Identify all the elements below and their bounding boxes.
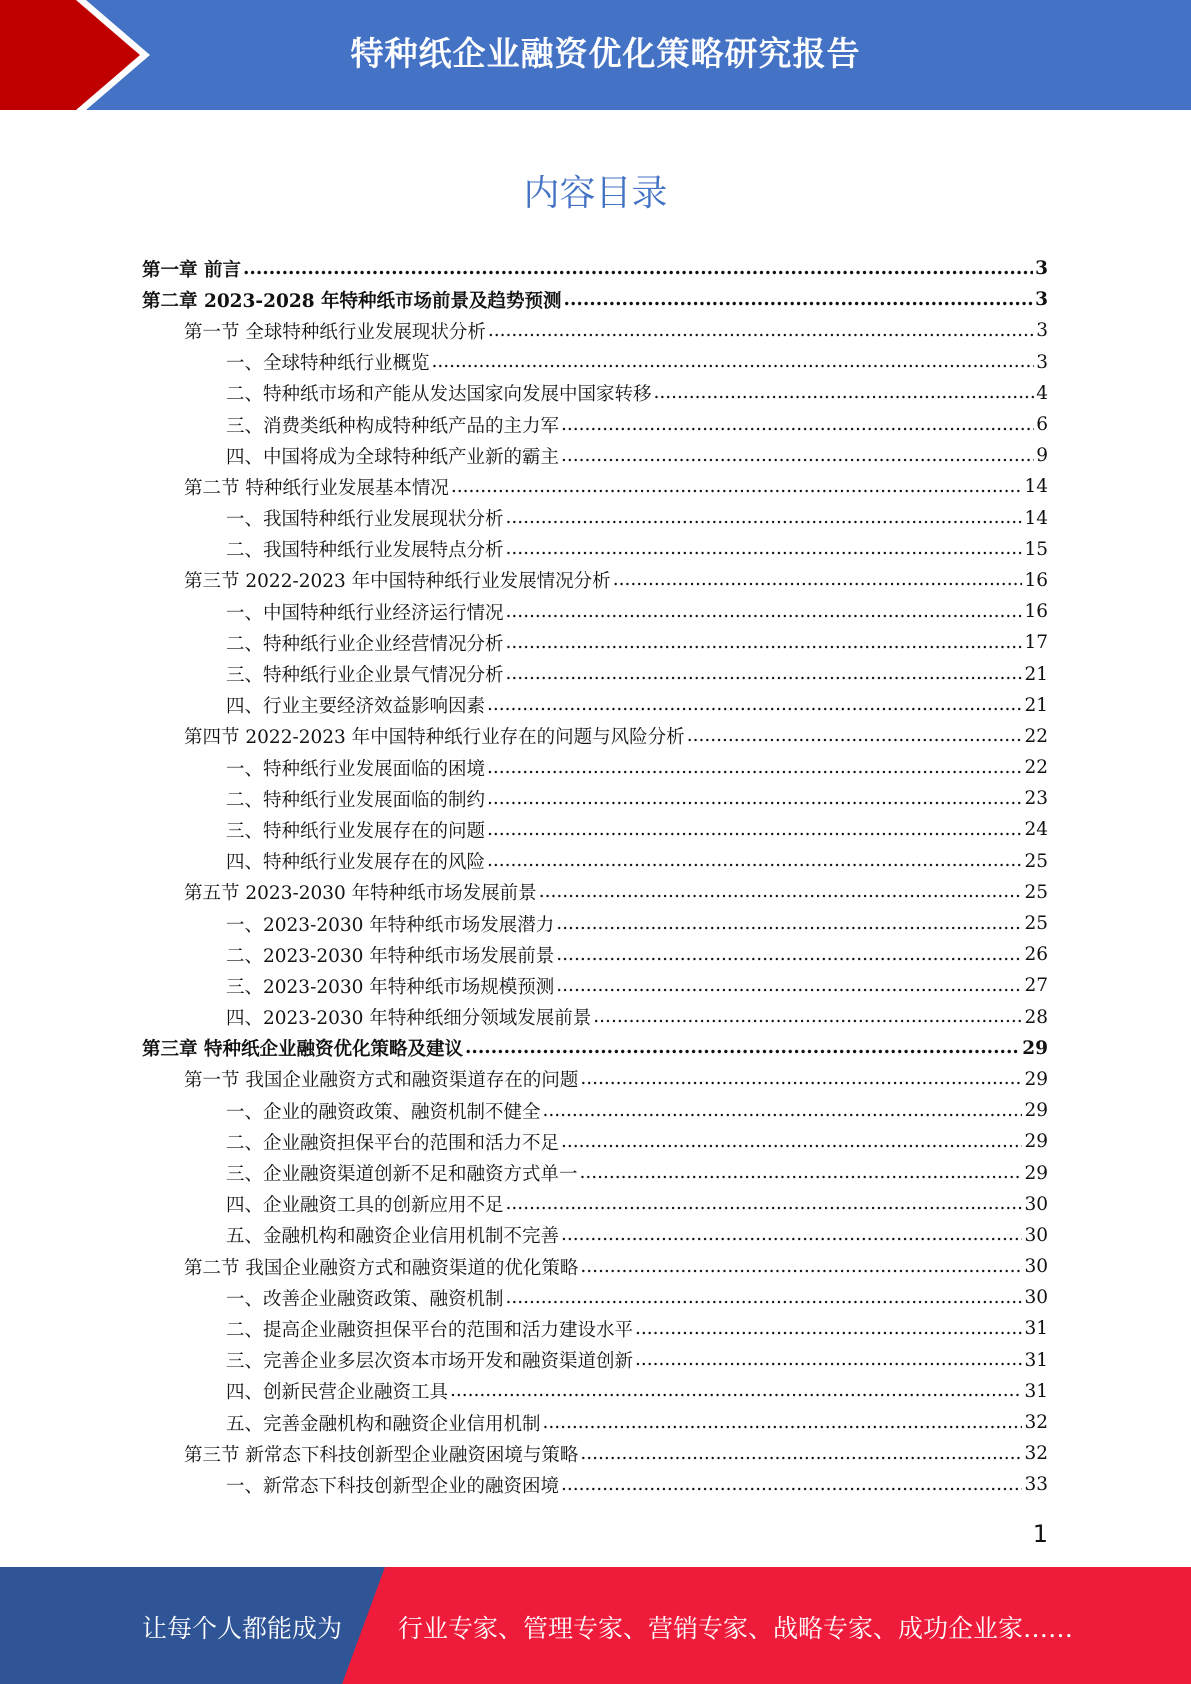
toc-entry-page: 16 [1024,569,1048,591]
toc-entry[interactable] [0,846,1191,877]
toc-entry[interactable] [0,378,1191,409]
toc-dot-leader [635,1318,1022,1340]
toc-entry-label: 第二节 我国企业融资方式和融资渠道的优化策略 [184,1257,579,1279]
toc-entry-page: 24 [1024,819,1048,841]
toc-entry[interactable] [0,1002,1191,1033]
toc-entry-label: 一、特种纸行业发展面临的困境 [226,758,486,780]
toc-entry-page: 3 [1035,289,1048,311]
toc-entry-page: 33 [1024,1474,1048,1496]
toc-dot-leader [539,881,1023,903]
toc-entry[interactable] [0,284,1191,315]
toc-dot-leader [580,1256,1022,1278]
toc-entry-label: 三、2023-2030 年特种纸市场规模预测 [226,976,555,998]
toc-dot-leader [561,1474,1022,1496]
toc-entry-label: 四、创新民营企业融资工具 [226,1382,449,1404]
toc-entry-page: 30 [1024,1256,1048,1278]
toc-entry-label: 一、新常态下科技创新型企业的融资困境 [226,1475,560,1497]
toc-dot-leader [243,258,1033,280]
table-of-contents [0,253,1191,1501]
toc-entry[interactable] [0,1345,1191,1376]
toc-entry-label: 五、完善金融机构和融资企业信用机制 [226,1413,541,1435]
toc-entry-page: 29 [1024,1162,1048,1184]
toc-entry-page: 29 [1024,1131,1048,1153]
toc-entry[interactable] [0,347,1191,378]
toc-entry[interactable] [0,1189,1191,1220]
toc-entry-label: 二、特种纸行业企业经营情况分析 [226,633,504,655]
toc-dot-leader [506,1287,1023,1309]
toc-dot-leader [451,476,1023,498]
toc-entry-label: 四、中国将成为全球特种纸产业新的霸主 [226,446,560,468]
toc-entry-page: 28 [1024,1006,1048,1028]
toc-entry[interactable] [0,1064,1191,1095]
toc-entry[interactable] [0,409,1191,440]
toc-dot-leader [506,538,1023,560]
toc-entry-page: 17 [1024,632,1048,654]
toc-entry-label: 第四节 2022-2023 年中国特种纸行业存在的问题与风险分析 [184,727,685,749]
toc-entry-label: 四、2023-2030 年特种纸细分领域发展前景 [226,1008,592,1030]
header-banner [0,0,1191,110]
toc-dot-leader [556,944,1022,966]
toc-entry-page: 26 [1024,944,1048,966]
toc-dot-leader [487,819,1022,841]
toc-entry-page: 14 [1024,476,1048,498]
toc-entry-label: 第二章 2023-2028 年特种纸市场前景及趋势预测 [142,290,562,312]
toc-entry[interactable] [0,565,1191,596]
toc-entry[interactable] [0,1095,1191,1126]
toc-entry-page: 29 [1022,1037,1048,1059]
toc-dot-leader [487,788,1022,810]
toc-dot-leader [613,569,1023,591]
toc-entry[interactable] [0,908,1191,939]
toc-entry-page: 6 [1036,414,1048,436]
toc-entry-label: 第三节 新常态下科技创新型企业融资困境与策略 [184,1444,579,1466]
toc-entry-page: 21 [1024,694,1048,716]
toc-entry[interactable] [0,1282,1191,1313]
toc-entry-label: 一、中国特种纸行业经济运行情况 [226,602,504,624]
toc-entry[interactable] [0,970,1191,1001]
toc-entry-label: 第二节 特种纸行业发展基本情况 [184,477,449,499]
toc-dot-leader [654,382,1035,404]
toc-entry-page: 3 [1036,351,1048,373]
toc-dot-leader [506,663,1023,685]
toc-entry[interactable] [0,752,1191,783]
toc-entry[interactable] [0,690,1191,721]
toc-dot-leader [635,1349,1022,1371]
toc-entry-page: 32 [1024,1412,1048,1434]
toc-entry[interactable] [0,1313,1191,1344]
toc-entry[interactable] [0,721,1191,752]
toc-dot-leader [487,850,1022,872]
toc-entry-page: 31 [1024,1380,1048,1402]
toc-entry[interactable] [0,1251,1191,1282]
toc-entry[interactable] [0,471,1191,502]
toc-entry-label: 二、特种纸行业发展面临的制约 [226,789,486,811]
toc-dot-leader [506,507,1023,529]
toc-entry[interactable] [0,1438,1191,1469]
toc-entry-label: 三、企业融资渠道创新不足和融资方式单一 [226,1164,578,1186]
toc-entry-label: 一、企业的融资政策、融资机制不健全 [226,1101,541,1123]
toc-entry[interactable] [0,783,1191,814]
footer-slogan-right: 行业专家、管理专家、营销专家、战略专家、成功企业家…… [398,1614,1074,1643]
toc-dot-leader [543,1412,1023,1434]
toc-entry-label: 四、特种纸行业发展存在的风险 [226,852,486,874]
toc-entry-page: 22 [1024,725,1048,747]
toc-heading: 内容目录 [523,173,668,214]
toc-entry-label: 二、特种纸市场和产能从发达国家向发展中国家转移 [226,384,652,406]
toc-entry-page: 31 [1024,1318,1048,1340]
toc-entry-page: 25 [1024,881,1048,903]
toc-entry[interactable] [0,1157,1191,1188]
toc-dot-leader [580,1162,1023,1184]
toc-entry-page: 30 [1024,1224,1048,1246]
toc-entry-page: 14 [1024,507,1048,529]
toc-entry-label: 一、2023-2030 年特种纸市场发展潜力 [226,914,555,936]
toc-dot-leader [488,320,1034,342]
toc-entry-label: 二、2023-2030 年特种纸市场发展前景 [226,945,555,967]
toc-entry[interactable] [0,1469,1191,1500]
toc-dot-leader [487,757,1022,779]
toc-entry-page: 25 [1024,850,1048,872]
toc-entry-page: 30 [1024,1193,1048,1215]
toc-entry-label: 一、全球特种纸行业概览 [226,353,430,375]
toc-entry-page: 15 [1024,538,1048,560]
footer-banner [0,1567,1191,1684]
toc-entry-label: 第一章 前言 [142,259,241,281]
toc-dot-leader [561,1224,1022,1246]
toc-dot-leader [687,725,1023,747]
toc-entry-page: 30 [1024,1287,1048,1309]
toc-entry-page: 29 [1024,1100,1048,1122]
toc-entry[interactable] [0,877,1191,908]
toc-dot-leader [543,1100,1023,1122]
toc-entry[interactable] [0,253,1191,284]
toc-entry-label: 第三章 特种纸企业融资优化策略及建议 [142,1039,463,1061]
toc-dot-leader [561,445,1034,467]
toc-entry[interactable] [0,1407,1191,1438]
toc-entry[interactable] [0,658,1191,689]
toc-entry-page: 32 [1024,1443,1048,1465]
toc-dot-leader [487,694,1022,716]
toc-dot-leader [580,1443,1022,1465]
toc-dot-leader [506,1193,1023,1215]
toc-entry[interactable] [0,627,1191,658]
report-title: 特种纸企业融资优化策略研究报告 [350,34,861,73]
toc-entry-label: 第一节 全球特种纸行业发展现状分析 [184,321,486,343]
toc-dot-leader [450,1380,1022,1402]
toc-entry-label: 一、改善企业融资政策、融资机制 [226,1288,504,1310]
toc-entry-label: 三、特种纸行业发展存在的问题 [226,820,486,842]
toc-entry[interactable] [0,1033,1191,1064]
toc-entry-label: 三、特种纸行业企业景气情况分析 [226,665,504,687]
toc-entry-label: 二、我国特种纸行业发展特点分析 [226,540,504,562]
toc-entry-page: 3 [1035,258,1048,280]
toc-entry-page: 22 [1024,757,1048,779]
toc-entry-label: 第一节 我国企业融资方式和融资渠道存在的问题 [184,1070,579,1092]
toc-entry[interactable] [0,1126,1191,1157]
toc-dot-leader [561,414,1034,436]
toc-entry-label: 三、消费类纸种构成特种纸产品的主力军 [226,415,560,437]
toc-entry-label: 二、企业融资担保平台的范围和活力不足 [226,1132,560,1154]
toc-entry-label: 第五节 2023-2030 年特种纸市场发展前景 [184,883,537,905]
toc-entry-page: 3 [1036,320,1048,342]
toc-dot-leader [593,1006,1022,1028]
toc-dot-leader [506,601,1023,623]
toc-dot-leader [506,632,1023,654]
toc-entry-label: 第三节 2022-2023 年中国特种纸行业发展情况分析 [184,571,611,593]
toc-entry-label: 四、行业主要经济效益影响因素 [226,696,486,718]
toc-entry-label: 二、提高企业融资担保平台的范围和活力建设水平 [226,1319,634,1341]
page-number: 1 [1032,1520,1048,1548]
toc-entry[interactable] [0,503,1191,534]
toc-entry-page: 25 [1024,913,1048,935]
toc-entry[interactable] [0,939,1191,970]
toc-entry[interactable] [0,1220,1191,1251]
toc-entry-page: 21 [1024,663,1048,685]
toc-entry[interactable] [0,1376,1191,1407]
toc-entry[interactable] [0,534,1191,565]
toc-dot-leader [465,1037,1020,1059]
toc-entry-page: 23 [1024,788,1048,810]
toc-entry[interactable] [0,596,1191,627]
toc-entry-page: 4 [1036,382,1048,404]
toc-entry[interactable] [0,440,1191,471]
toc-entry[interactable] [0,814,1191,845]
toc-entry-label: 三、完善企业多层次资本市场开发和融资渠道创新 [226,1351,634,1373]
toc-entry-label: 一、我国特种纸行业发展现状分析 [226,509,504,531]
toc-entry-page: 31 [1024,1349,1048,1371]
toc-entry-page: 27 [1024,975,1048,997]
toc-entry-label: 四、企业融资工具的创新应用不足 [226,1195,504,1217]
toc-dot-leader [432,351,1035,373]
toc-entry-page: 16 [1024,601,1048,623]
toc-dot-leader [561,1131,1022,1153]
toc-dot-leader [580,1068,1022,1090]
toc-entry[interactable] [0,315,1191,346]
toc-entry-page: 29 [1024,1068,1048,1090]
toc-dot-leader [556,975,1022,997]
toc-dot-leader [556,913,1022,935]
toc-entry-page: 9 [1036,445,1048,467]
toc-entry-label: 五、金融机构和融资企业信用机制不完善 [226,1226,560,1248]
toc-dot-leader [564,289,1034,311]
footer-slogan-left: 让每个人都能成为 [142,1614,343,1643]
